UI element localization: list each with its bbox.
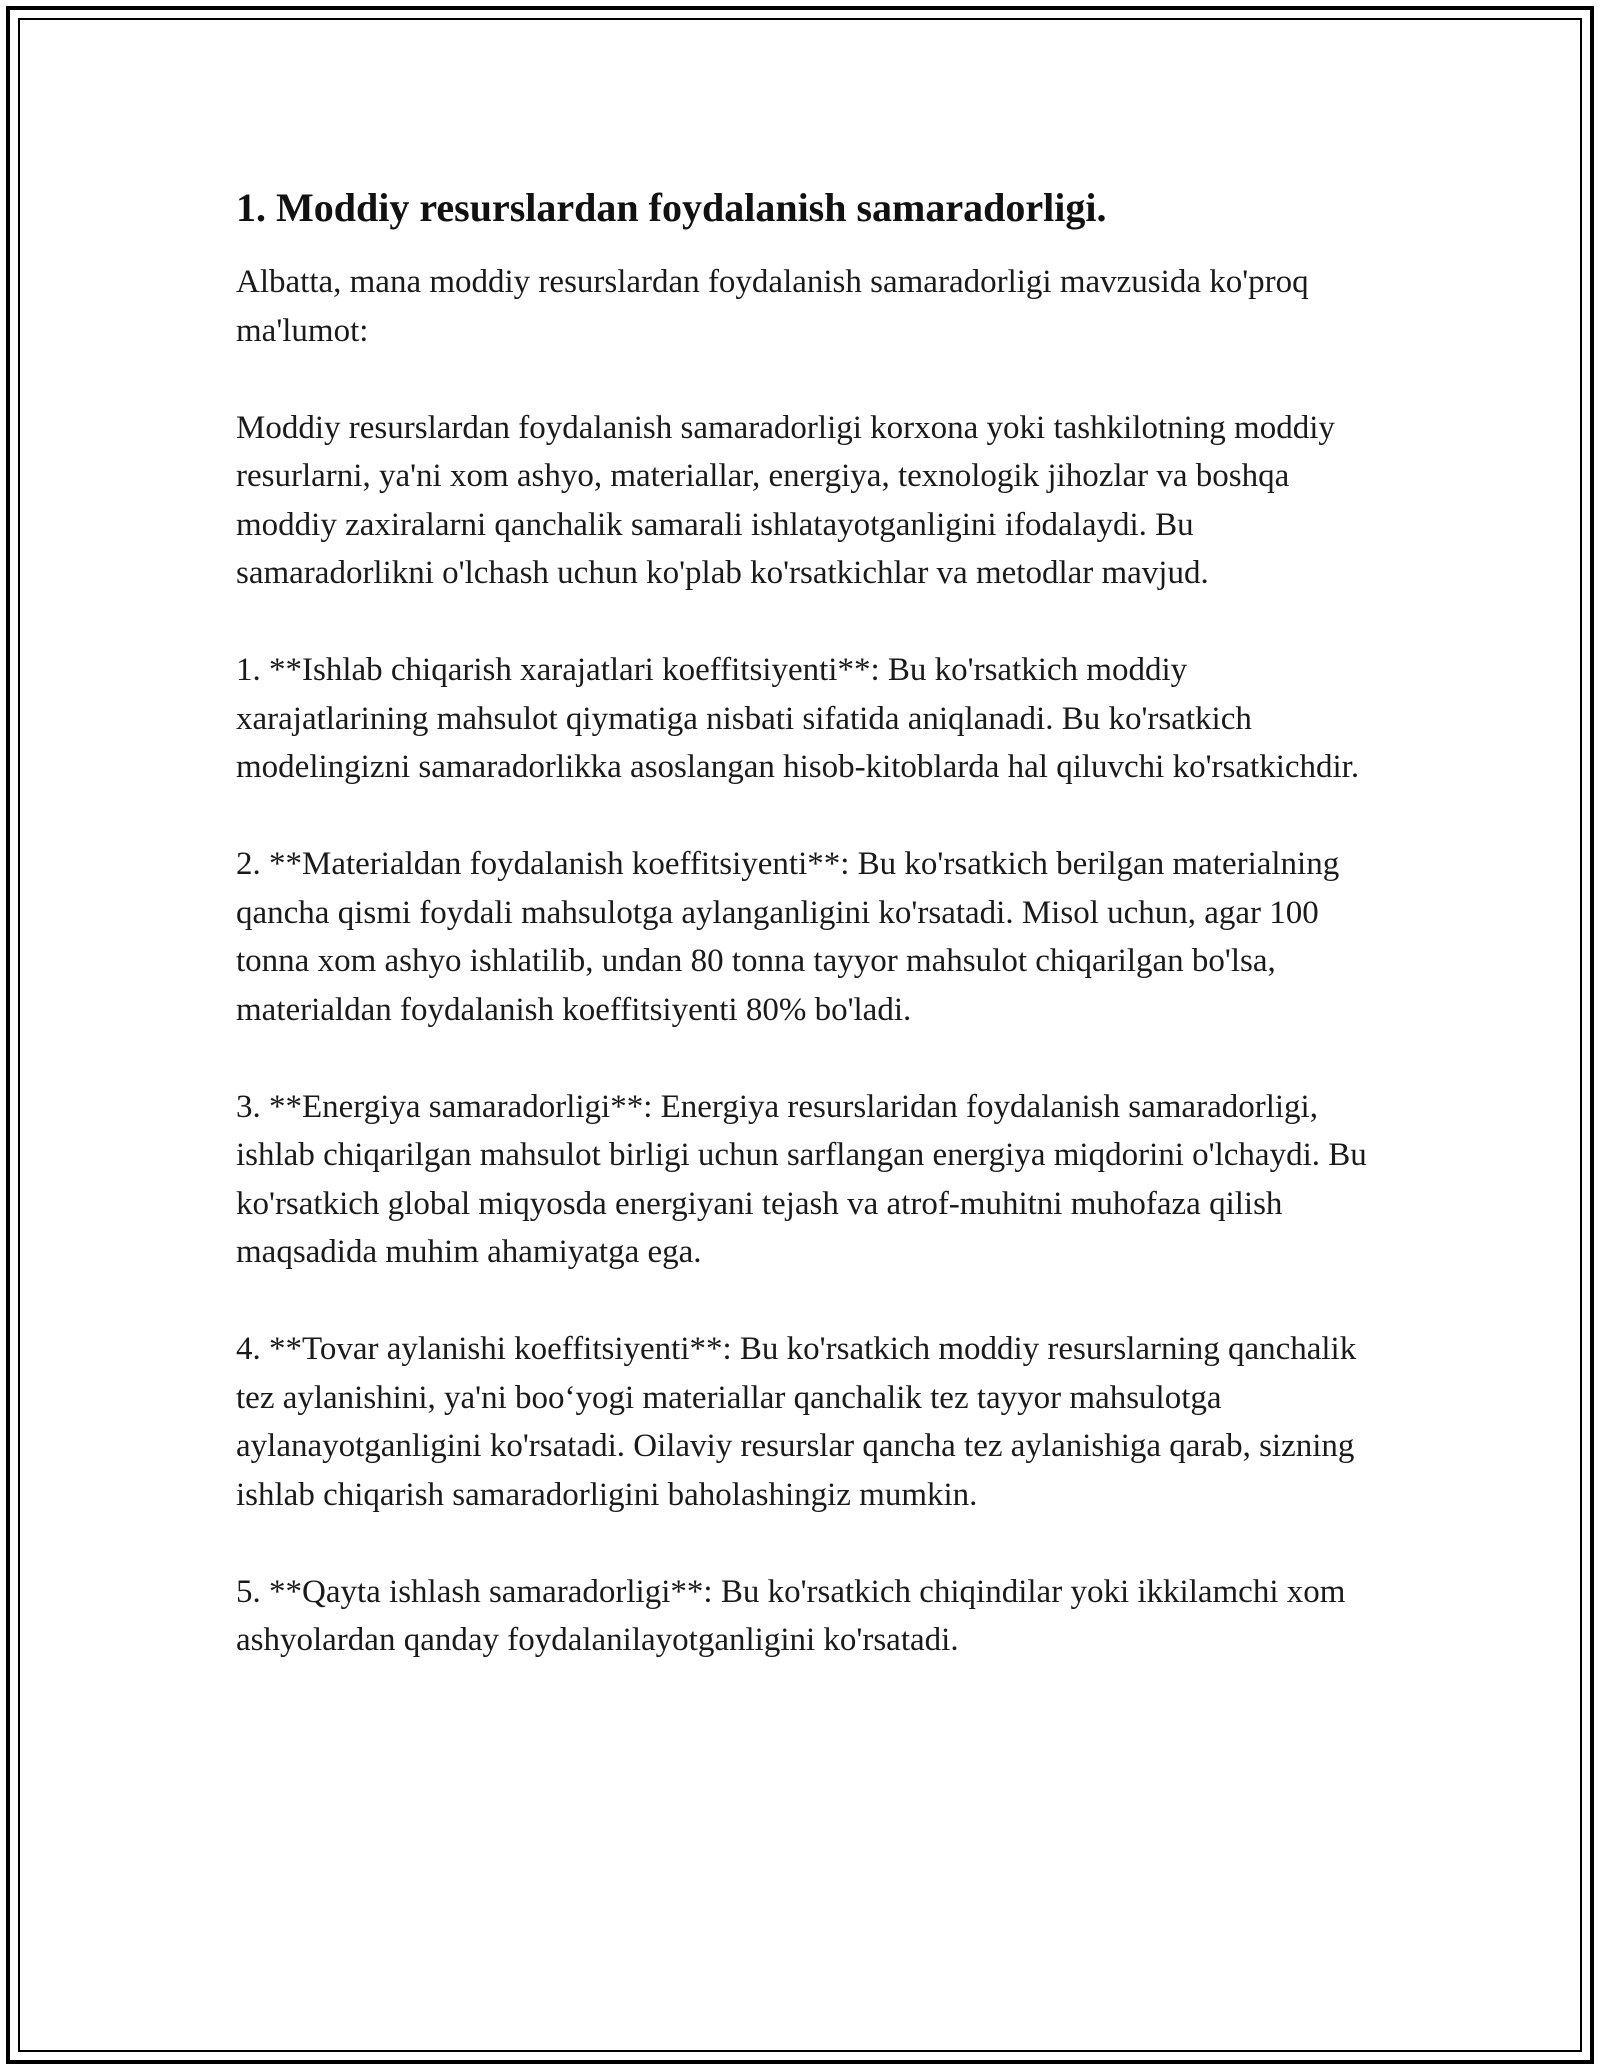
list-item-3: 3. **Energiya samaradorligi**: Energiya resurslaridan foydalanish samaradorligi, ishlab chiqarilgan mahsulot birligi uchun sarflangan energiya miqdorini o'lchaydi. Bu ko'rsatkich global miqyosda energiyani tejash va atrof-muhitni muhofaza qilish maqsadida muhim ahamiyatga ega.: [236, 1088, 1367, 1270]
document-title: 1. Moddiy resurslardan foydalanish samaradorligi.: [236, 185, 1107, 230]
list-item-5: 5. **Qayta ishlash samaradorligi**: Bu ko'rsatkich chiqindilar yoki ikkilamchi xom ashyolardan qanday foydalanilayotganligini ko'rsatadi.: [236, 1573, 1346, 1658]
document-body: [236, 184, 1386, 1665]
list-item-4: 4. **Tovar aylanishi koeffitsiyenti**: Bu ko'rsatkich moddiy resurslarning qanchalik tez aylanishini, ya'ni boo‘yogi materiallar qanchalik tez tayyor mahsulotga aylanayotganligini ko'rsatadi. Oilaviy resurslar qancha tez aylanishiga qarab, sizning ishlab chiqarish samaradorligini baholashingiz mumkin.: [236, 1331, 1357, 1513]
definition-paragraph: Moddiy resurslardan foydalanish samaradorligi korxona yoki tashkilotning moddiy resurlarni, ya'ni xom ashyo, materiallar, energiya, texnologik jihozlar va boshqa moddiy zaxiralarni qanchalik samarali ishlatayotganligini ifodalaydi. Bu samaradorlikni o'lchash uchun ko'plab ko'rsatkichlar va metodlar mavjud.: [236, 409, 1335, 591]
intro-paragraph: Albatta, mana moddiy resurslardan foydalanish samaradorligi mavzusida ko'proq ma'lumot:: [236, 264, 1309, 349]
list-item-1: 1. **Ishlab chiqarish xarajatlari koeffitsiyenti**: Bu ko'rsatkich moddiy xarajatlarining mahsulot qiymatiga nisbati sifatida aniqlanadi. Bu ko'rsatkich modelingizni samaradorlikka asoslangan hisob-kitoblarda hal qiluvchi ko'rsatkichdir.: [236, 652, 1360, 785]
list-item-2: 2. **Materialdan foydalanish koeffitsiyenti**: Bu ko'rsatkich berilgan materialning qancha qismi foydali mahsulotga aylanganligini ko'rsatadi. Misol uchun, agar 100 tonna xom ashyo ishlatilib, undan 80 tonna tayyor mahsulot chiqarilgan bo'lsa, materialdan foydalanish koeffitsiyenti 80% bo'ladi.: [236, 846, 1340, 1028]
